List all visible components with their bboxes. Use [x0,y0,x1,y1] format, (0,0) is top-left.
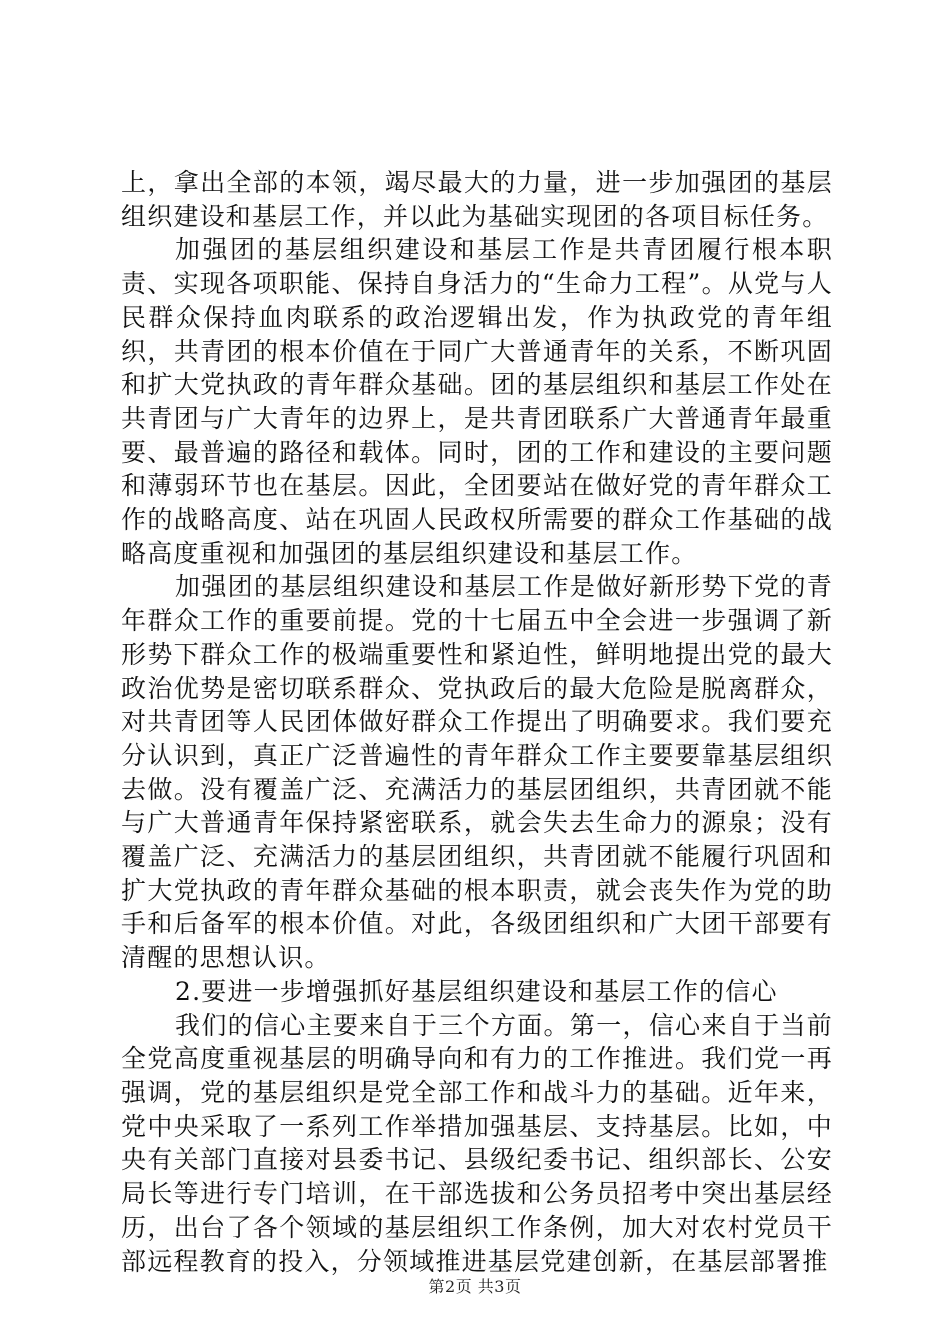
document-body [121,166,833,1278]
paragraph-confidence-sources: 我们的信心主要来自于三个方面。第一，信心来自于当前全党高度重视基层的明确导向和有力的工作推进。我们党一再强调，党的基层组织是党全部工作和战斗力的基础。近年来，党中央采取了一系列工作举措加强基层、支持基层。比如，中央有关部门直接对县委书记、县级纪委书记、组织部长、公安局长等进行专门培训，在干部选拔和公务员招考中突出基层经历，出台了各个领域的基层组织工作条例，加大对农村党员干部远程教育的投入，分领域推进基层党建创新，在基层部署推 [121,1010,833,1276]
page-number-footer: 第2页 共3页 [428,1277,522,1296]
paragraph-continuation: 上，拿出全部的本领，竭尽最大的力量，进一步加强团的基层组织建设和基层工作，并以此为基础实现团的各项目标任务。 [121,168,833,231]
section-heading-confidence: 2.要进一步增强抓好基层组织建设和基层工作的信心 [175,976,778,1006]
paragraph-mass-work-premise: 加强团的基层组织建设和基层工作是做好新形势下党的青年群众工作的重要前提。党的十七届五中全会进一步强调了新形势下群众工作的极端重要性和紧迫性，鲜明地提出党的最大政治优势是密切联系群众、党执政后的最大危险是脱离群众，对共青团等人民团体做好群众工作提出了明确要求。我们要充分认识到，真正广泛普遍性的青年群众工作主要要靠基层组织去做。没有覆盖广泛、充满活力的基层团组织，共青团就不能与广大普通青年保持紧密联系，就会失去生命力的源泉；没有覆盖广泛、充满活力的基层团组织，共青团就不能履行巩固和扩大党执政的青年群众基础的根本职责，就会丧失作为党的助手和后备军的根本价值。对此，各级团组织和广大团干部要有清醒的思想认识。 [121,572,833,973]
paragraph-grassroots-importance: 加强团的基层组织建设和基层工作是共青团履行根本职责、实现各项职能、保持自身活力的“生命力工程”。从党与人民群众保持血肉联系的政治逻辑出发，作为执政党的青年组织，共青团的根本价值在于同广大普通青年的关系，不断巩固和扩大党执政的青年群众基础。团的基层组织和基层工作处在共青团与广大青年的边界上，是共青团联系广大普通青年最重要、最普遍的路径和载体。同时，团的工作和建设的主要问题和薄弱环节也在基层。因此，全团要站在做好党的青年群众工作的战略高度、站在巩固人民政权所需要的群众工作基础的战略高度重视和加强团的基层组织建设和基层工作。 [121,235,833,568]
